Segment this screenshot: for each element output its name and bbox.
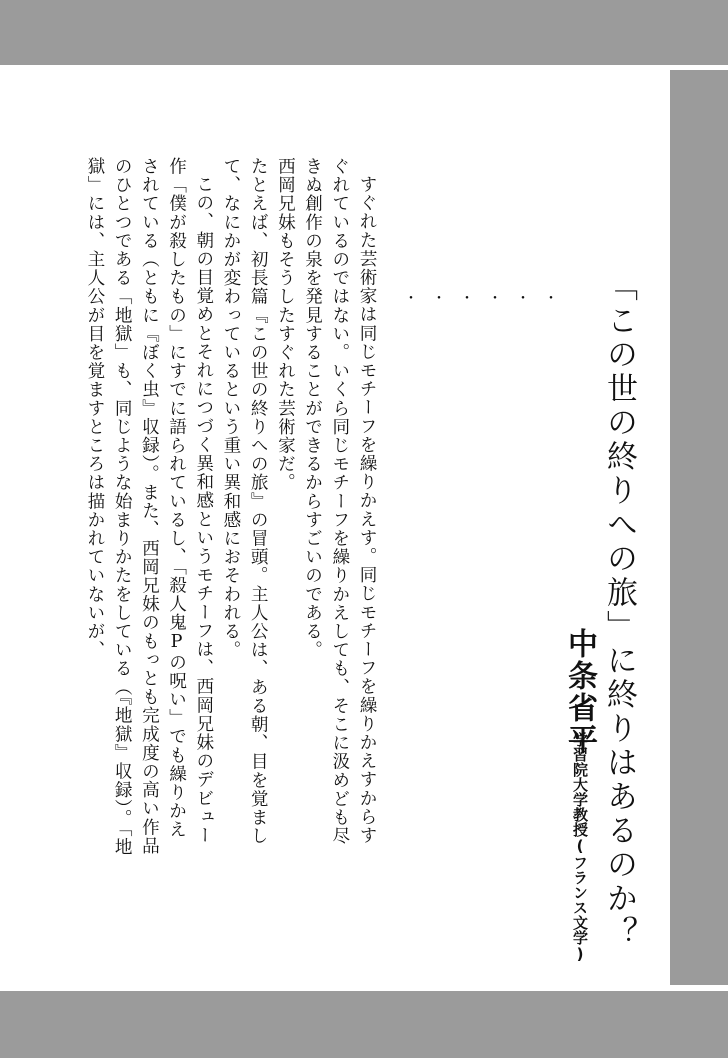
author-affiliation: 学習院大学教授(フランス文学) <box>571 732 589 963</box>
body-paragraph-2: 西岡兄妹もそうしたすぐれた芸術家だ。 <box>275 157 296 492</box>
top-gray-band <box>0 0 728 65</box>
body-paragraph-4: この、朝の目覚めとそれにつづく異和感というモチーフは、西岡兄妹のデビュー作「僕が殺したもの」にすでに語られているし、「殺人鬼Pの呪い」でも繰りかえされている（ともに『ぼく虫』収録）。また、西岡兄妹のもっとも完成度の高い作品のひとつである「地獄」も、同じような始まりかたをしている（『地獄』収録）。「地獄」には、主人公が目を覚ますところは描かれていないが、 <box>84 157 214 856</box>
body-paragraph-3: たとえば、初長篇『この世の終りへの旅』の冒頭。主人公は、ある朝、目を覚まして、なにかが変わっているという重い異和感におそわれる。 <box>220 157 269 846</box>
separator-dots: ・・・・・・ <box>404 291 572 307</box>
bottom-gray-band <box>0 991 728 1058</box>
author-name: 中条省平 <box>562 628 597 756</box>
article-body <box>40 157 380 857</box>
body-paragraph-1: すぐれた芸術家は同じモチーフを繰りかえす。同じモチーフを繰りかえすからすぐれているのではない。いくら同じモチーフを繰りかえしても、そこに汲めども尽きぬ創作の泉を発見することができるからすごいのである。 <box>302 157 377 846</box>
right-gray-band <box>670 70 728 985</box>
article-title: 「この世の終りへの旅」に終りはあるのか？ <box>601 270 637 950</box>
